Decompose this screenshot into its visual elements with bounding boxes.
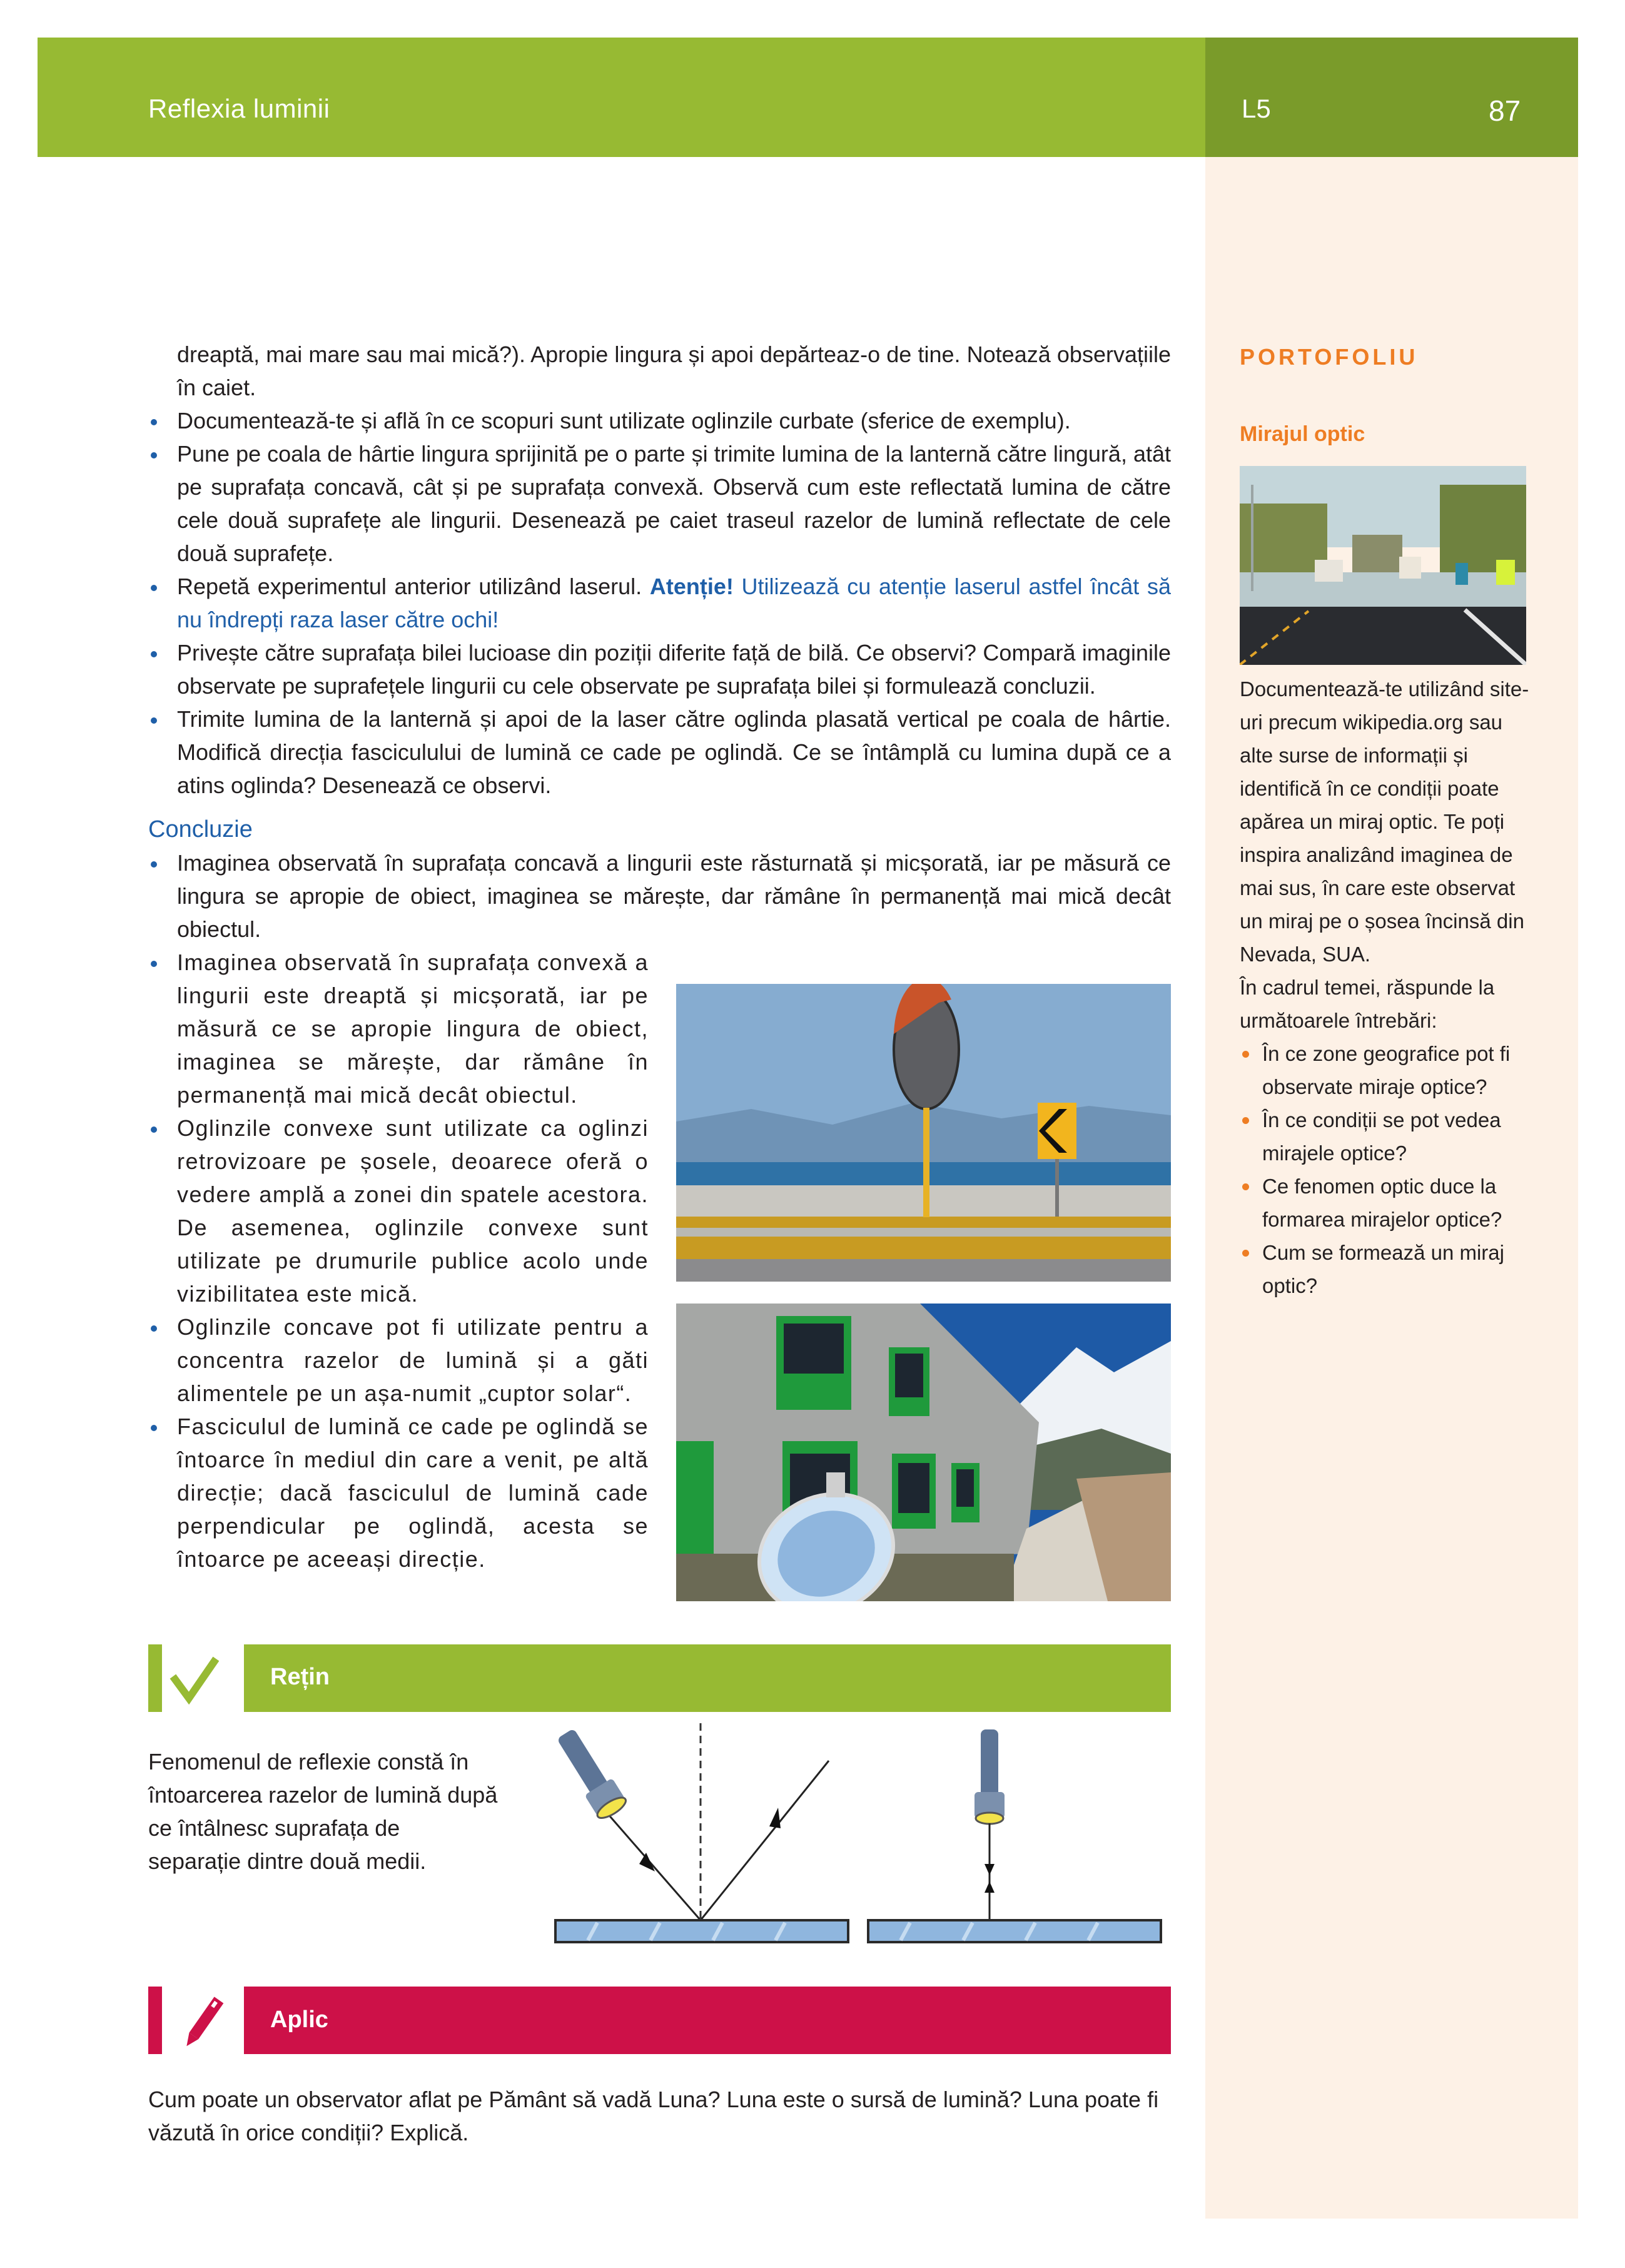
portfolio-question: În ce condiții se pot vedea mirajele optice?: [1240, 1103, 1534, 1170]
chapter-title: Reflexia luminii: [148, 94, 330, 123]
reflection-diagram: [500, 1714, 1176, 1952]
solar-cooker-image: [676, 1304, 1171, 1601]
flashlight-vertical-icon: [974, 1729, 1005, 1824]
portfolio-task-intro: În cadrul temei, răspunde la următoarele întrebări:: [1240, 976, 1495, 1032]
up-arrow-icon: [985, 1881, 995, 1893]
reflected-arrow-icon: [769, 1808, 781, 1828]
portfolio-subheading: Mirajul optic: [1240, 422, 1365, 446]
portfolio-body: [1240, 672, 1534, 1302]
reflected-ray: [701, 1761, 829, 1920]
conclusion-item: Imaginea observată în suprafața convexă a lingurii este dreaptă și micșorată, iar pe măsură ce se apropie lingura de obiect, imaginea se mărește, dar rămâne în permanență mai mică decât obiectul.: [148, 946, 649, 1111]
aplic-question: [148, 2083, 1174, 2149]
portfolio-question: Cum se formează un miraj optic?: [1240, 1236, 1534, 1302]
mirage-road-image: [1240, 466, 1526, 665]
step-item: Trimite lumina de la lanternă și apoi de la laser către oglinda plasată vertical pe coala de hârtie. Modifică direcția fasciculului de lumină ce cade pe oglindă. Ce se întâmplă cu lumina după ce a atins oglinda? Desenează ce observi.: [148, 702, 1171, 802]
retin-definition: Fenomenul de reflexie constă în întoarcerea razelor de lumină după ce întâlnesc suprafața de separație dintre două medii.: [148, 1749, 498, 1874]
conclusion-item: Oglinzile concave pot fi utilizate pentru a concentra razelor de lumină și a găti alimentele pe un așa-numit „cuptor solar“.: [148, 1310, 649, 1410]
mirror-surface: [555, 1920, 848, 1942]
down-arrow-icon: [985, 1864, 995, 1875]
warning-text: Utilizează cu atenție laserul astfel încât să nu îndrepți raza laser către ochi!: [177, 574, 1171, 632]
aplic-bar-edge: [148, 1987, 162, 2054]
conclusion-list-narrow: [148, 946, 649, 1576]
pencil-icon: [172, 1992, 235, 2055]
experiment-steps: [148, 404, 1171, 802]
portfolio-questions: [1240, 1037, 1534, 1302]
retin-bar: [244, 1644, 1171, 1712]
mirror-surface: [868, 1920, 1161, 1942]
step-item: Pune pe coala de hârtie lingura sprijinită pe o parte și trimite lumina de la lanternă către lingură, atât pe suprafața concavă, cât și pe suprafața convexă. Observă cum este reflectată lumina de către cele două suprafețe ale lingurii. Desenează pe caiet traseul razelor de lumină reflectate de cele două suprafețe.: [148, 437, 1171, 570]
solar-cooker-photo: [676, 1304, 1171, 1601]
aplic-question-text: Cum poate un observator aflat pe Pământ să vadă Luna? Luna este o sursă de lumină? Luna poate fi văzută în orice condiții? Explică.: [148, 2087, 1159, 2145]
mirage-photo: [1240, 466, 1526, 665]
aplic-bar: [244, 1987, 1171, 2054]
step-item: Privește către suprafața bilei lucioase din poziții diferite față de bilă. Ce observi? Compară imaginile observate pe suprafețele lingurii cu cele observate pe suprafața bilei și formulează concluzii.: [148, 636, 1171, 702]
conclusion-item: Imaginea observată în suprafața concavă a lingurii este răsturnată și micșorată, iar pe măsură ce lingura se apropie de obiect, imaginea se mărește, dar rămâne în permanență mai mică decât obiectul.: [148, 846, 1171, 946]
step-item: Documentează-te și află în ce scopuri sunt utilizate oglinzile curbate (sferice de exemplu).: [148, 404, 1171, 437]
conclusion-list: [148, 846, 1171, 946]
retin-bar-edge: [148, 1644, 162, 1712]
flashlight-icon: [552, 1725, 629, 1822]
portfolio-question: Ce fenomen optic duce la formarea mirajelor optice?: [1240, 1170, 1534, 1236]
warning-label: Atenție!: [649, 574, 734, 599]
intro-continuation: dreaptă, mai mare sau mai mică?). Apropie lingura și apoi depărteaz-o de tine. Notează observațiile în caiet.: [177, 342, 1171, 400]
portfolio-question: În ce zone geografice pot fi observate miraje optice?: [1240, 1037, 1534, 1103]
lesson-number: L5: [1242, 94, 1271, 123]
portfolio-instructions: Documentează-te utilizând site-uri precum wikipedia.org sau alte surse de informații și identifică în ce condiții poate apărea un miraj optic. Te poți inspira analizând imaginea de mai sus, în care este observat un miraj pe o șosea încinsă din Nevada, SUA.: [1240, 677, 1529, 966]
conclusion-heading: Concluzie: [148, 816, 253, 843]
conclusion-item: Fasciculul de lumină ce cade pe oglindă se întoarce în mediul din care a venit, pe altă direcție; dacă fasciculul de lumină cade perpendicular pe oglindă, acesta se întoarce pe aceeași direcție.: [148, 1410, 649, 1576]
step-item: Repetă experimentul anterior utilizând laserul. Atenție! Utilizează cu atenție laserul astfel încât să nu îndrepți raza laser către ochi!: [148, 570, 1171, 636]
retin-label: Rețin: [270, 1664, 330, 1690]
checkmark-icon: [169, 1654, 219, 1704]
incident-arrow-icon: [639, 1853, 655, 1871]
conclusion-item: Oglinzile convexe sunt utilizate ca oglinzi retrovizoare pe șosele, deoarece oferă o vedere amplă a zonei din spatele acestora. De asemenea, oglinzile convexe sunt utilizate pe drumurile publice acolo unde vizibilitatea este mică.: [148, 1111, 649, 1310]
page-number: 87: [1489, 94, 1521, 127]
traffic-mirror-image: [676, 984, 1171, 1282]
convex-mirror-photo: [676, 984, 1171, 1282]
aplic-label: Aplic: [270, 2007, 328, 2033]
portfolio-heading: PORTOFOLIU: [1240, 344, 1419, 370]
